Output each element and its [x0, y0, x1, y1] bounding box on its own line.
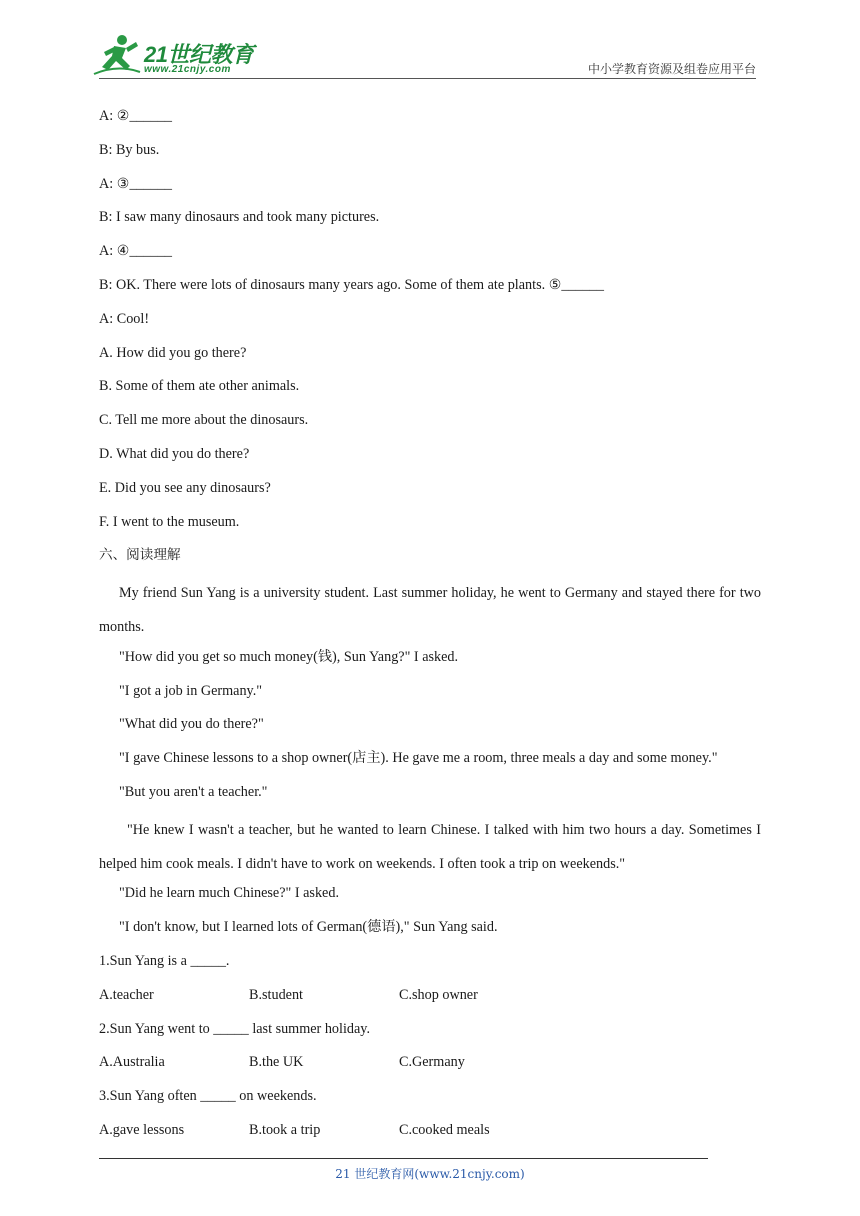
dialogue-line: B: I saw many dinosaurs and took many pictures. [99, 209, 380, 226]
passage-paragraph: "Did he learn much Chinese?" I asked. [119, 885, 339, 902]
passage-paragraph: "He knew I wasn't a teacher, but he wanted to learn Chinese. I talked with him two hours a day. Sometimes I helped him cook meals. I didn't have to work on weekends. I often took a trip on weekends." [99, 821, 761, 872]
question-stem: 2.Sun Yang went to _____ last summer holiday. [99, 1020, 371, 1037]
choice-option: B. Some of them ate other animals. [99, 378, 300, 395]
choice-option: D. What did you do there? [99, 445, 250, 462]
logo [92, 34, 262, 78]
footer-text: 21 世纪教育网(www.21cnjy.com) [335, 1167, 525, 1181]
page-header [0, 0, 860, 80]
dialogue-line: A: ②______ [99, 108, 173, 124]
footer-divider [99, 1158, 708, 1159]
passage-paragraph: My friend Sun Yang is a university student. Last summer holiday, he went to Germany and stayed there for two months. [99, 585, 761, 635]
answer-option: A.gave lessons [99, 1121, 185, 1138]
logo-url: www.21cnjy.com [144, 64, 231, 75]
passage-paragraph: "What did you do there?" [119, 716, 264, 733]
answer-option: B.took a trip [249, 1121, 321, 1138]
runner-logo-icon [92, 34, 142, 78]
answer-option: C.cooked meals [399, 1121, 490, 1138]
question-stem: 3.Sun Yang often _____ on weekends. [99, 1088, 317, 1105]
answer-option: A.teacher [99, 986, 154, 1003]
dialogue-line: B: OK. There were lots of dinosaurs many years ago. Some of them ate plants. ⑤______ [99, 276, 604, 293]
logo-text: 21世纪教育 [144, 42, 254, 67]
question-stem: 1.Sun Yang is a _____. [99, 952, 230, 969]
passage-paragraph: "How did you get so much money(钱), Sun Yang?" I asked. [119, 648, 459, 665]
choice-option: F. I went to the museum. [99, 513, 240, 530]
answer-option: B.the UK [249, 1054, 304, 1071]
passage-paragraph: "I got a job in Germany." [119, 682, 263, 699]
dialogue-line: A: ③______ [99, 175, 173, 192]
question-options [99, 1118, 761, 1152]
answer-option: B.student [249, 986, 303, 1003]
question-options [99, 1050, 761, 1084]
answer-option: C.shop owner [399, 986, 478, 1003]
choice-option: A. How did you go there? [99, 344, 247, 361]
document-body [99, 104, 761, 1152]
passage-paragraph: "But you aren't a teacher." [119, 783, 268, 800]
passage-paragraph: "I gave Chinese lessons to a shop owner(店主). He gave me a room, three meals a day and some money." [119, 750, 718, 767]
answer-option: C.Germany [399, 1054, 465, 1071]
dialogue-line: A: ④______ [99, 243, 173, 260]
choice-option: E. Did you see any dinosaurs? [99, 479, 271, 496]
header-divider [99, 78, 756, 79]
dialogue-line: B: By bus. [99, 141, 160, 158]
question-options [99, 983, 761, 1017]
answer-option: A.Australia [99, 1054, 165, 1071]
choice-option: C. Tell me more about the dinosaurs. [99, 412, 309, 429]
section-title: 六、阅读理解 [99, 547, 181, 564]
dialogue-line: A: Cool! [99, 310, 150, 327]
passage-paragraph: "I don't know, but I learned lots of German(德语)," Sun Yang said. [119, 919, 498, 936]
header-platform-text: 中小学教育资源及组卷应用平台 [587, 62, 756, 76]
